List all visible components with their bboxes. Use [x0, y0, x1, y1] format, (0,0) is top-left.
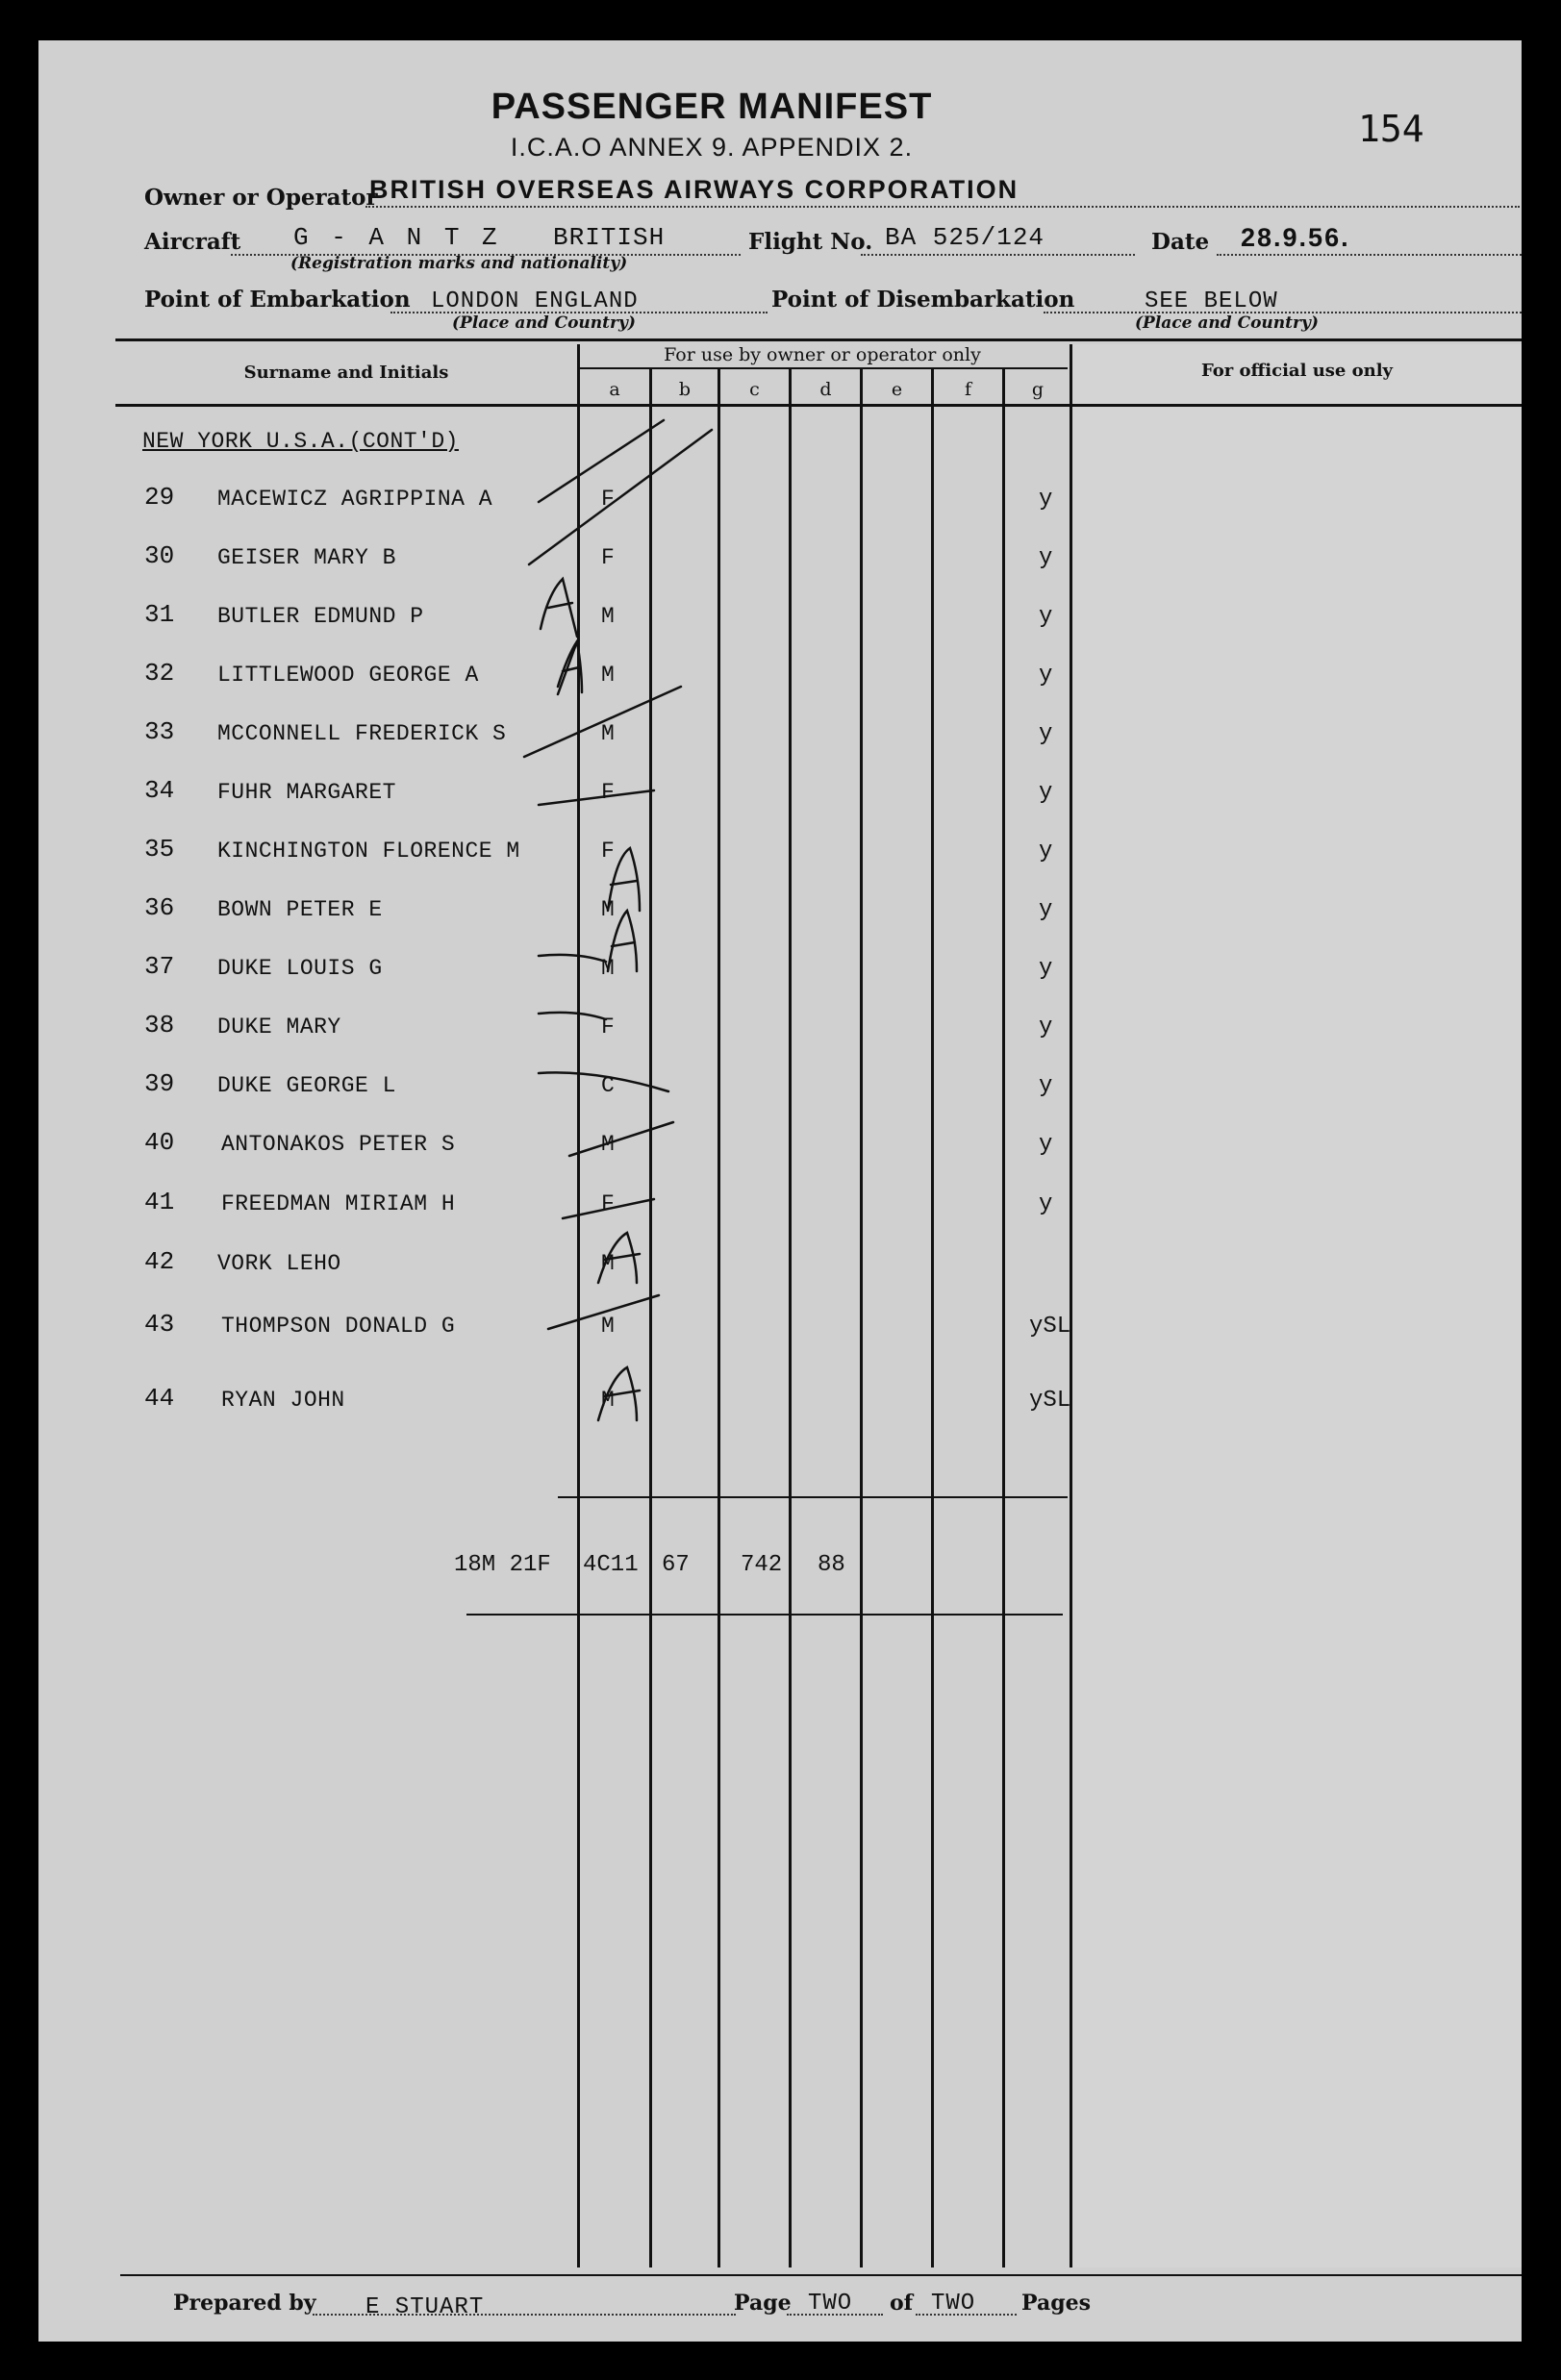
passenger-name: RYAN JOHN	[221, 1388, 345, 1413]
handwritten-a-mark	[598, 1367, 640, 1420]
row-number: 36	[144, 893, 175, 922]
passenger-sex: M	[601, 956, 615, 981]
handwritten-a-mark	[541, 579, 577, 637]
passenger-sex: M	[601, 897, 615, 922]
manifest-title: PASSENGER MANIFEST	[491, 87, 933, 127]
passenger-flag-g: y	[1039, 839, 1053, 864]
passenger-name: BOWN PETER E	[217, 897, 383, 922]
passenger-name: ANTONAKOS PETER S	[221, 1132, 456, 1157]
passenger-name: GEISER MARY B	[217, 545, 396, 570]
passenger-name: DUKE LOUIS G	[217, 956, 383, 981]
passenger-sex: M	[601, 1132, 615, 1157]
passenger-flag-g: y	[1039, 1015, 1053, 1040]
passenger-sex: M	[601, 1314, 615, 1339]
passenger-flag-g: y	[1039, 604, 1053, 630]
owner-use-header: For use by owner or operator only	[664, 344, 981, 365]
disembarkation-caption: (Place and Country)	[1135, 313, 1319, 333]
of-value: TWO	[931, 2291, 976, 2317]
of-label: of	[890, 2291, 914, 2316]
check-stroke	[529, 430, 712, 564]
pages-label: Pages	[1021, 2291, 1091, 2316]
row-number: 35	[144, 835, 175, 864]
aircraft-label: Aircraft	[144, 229, 241, 255]
passenger-name: DUKE GEORGE L	[217, 1073, 396, 1098]
handwritten-a-mark	[608, 911, 637, 971]
totals-a: 4C11	[583, 1552, 639, 1578]
row-number: 37	[144, 952, 175, 981]
passenger-name: FUHR MARGARET	[217, 780, 396, 805]
passenger-flag-g: y	[1039, 545, 1053, 571]
owner-value: BRITISH OVERSEAS AIRWAYS CORPORATION	[369, 175, 1020, 204]
passenger-flag-g: ySL	[1029, 1388, 1071, 1414]
row-number: 41	[144, 1188, 175, 1216]
embarkation-label: Point of Embarkation	[144, 287, 411, 313]
embarkation-caption: (Place and Country)	[452, 313, 636, 333]
row-number: 30	[144, 541, 175, 570]
page-label: Page	[734, 2291, 792, 2316]
passenger-sex: M	[601, 1251, 615, 1276]
passenger-name: DUKE MARY	[217, 1015, 341, 1040]
row-number: 43	[144, 1310, 175, 1339]
page-number: 154	[1358, 108, 1424, 150]
col-header-g: g	[1031, 379, 1045, 400]
totals-label: 18M 21F	[454, 1552, 551, 1578]
passenger-flag-g: y	[1039, 487, 1053, 513]
prepared-by-label: Prepared by	[173, 2291, 316, 2316]
passenger-sex: F	[601, 839, 615, 864]
passenger-sex: M	[601, 721, 615, 746]
col-header-c: c	[749, 379, 760, 400]
passenger-sex: F	[601, 1015, 615, 1040]
check-stroke	[563, 1199, 654, 1218]
prepared-by-value: E STUART	[365, 2294, 485, 2320]
check-stroke	[524, 687, 681, 757]
row-number: 31	[144, 600, 175, 629]
passenger-name: BUTLER EDMUND P	[217, 604, 424, 629]
check-stroke	[539, 955, 606, 962]
passenger-flag-g: y	[1039, 956, 1053, 982]
manifest-subtitle: I.C.A.O ANNEX 9. APPENDIX 2.	[510, 133, 914, 162]
page-value: TWO	[808, 2291, 853, 2317]
aircraft-nationality: BRITISH	[553, 223, 666, 252]
passenger-flag-g: ySL	[1029, 1314, 1071, 1340]
row-number: 42	[144, 1247, 175, 1276]
date-value: 28.9.56.	[1241, 223, 1350, 252]
totals-d: 88	[818, 1552, 845, 1578]
col-header-e: e	[891, 379, 903, 400]
disembarkation-label: Point of Disembarkation	[771, 287, 1075, 313]
footer-rule	[120, 2274, 1522, 2276]
aircraft-caption: (Registration marks and nationality)	[290, 254, 628, 273]
passenger-name: MCCONNELL FREDERICK S	[217, 721, 507, 746]
passenger-name: FREEDMAN MIRIAM H	[221, 1191, 456, 1216]
check-stroke	[548, 1295, 659, 1329]
row-number: 32	[144, 659, 175, 688]
flight-label: Flight No.	[748, 229, 873, 255]
aircraft-registration: G - A N T Z	[293, 223, 501, 252]
passenger-name: LITTLEWOOD GEORGE A	[217, 663, 479, 688]
passenger-sex: F	[601, 1191, 615, 1216]
passenger-sex: M	[601, 1388, 615, 1413]
passenger-flag-g: y	[1039, 897, 1053, 923]
check-stroke	[539, 1072, 668, 1091]
passenger-sex: F	[601, 780, 615, 805]
row-number: 39	[144, 1069, 175, 1098]
passenger-name: THOMPSON DONALD G	[221, 1314, 456, 1339]
passenger-sex: M	[601, 663, 615, 688]
section-heading: NEW YORK U.S.A.(CONT'D)	[142, 429, 459, 454]
passenger-sex: F	[601, 487, 615, 512]
passenger-name: MACEWICZ AGRIPPINA A	[217, 487, 493, 512]
passenger-flag-g: y	[1039, 1073, 1053, 1099]
date-label: Date	[1151, 229, 1210, 255]
totals-c: 742	[741, 1552, 783, 1578]
passenger-sex: F	[601, 545, 615, 570]
handwritten-a-mark	[608, 848, 640, 911]
col-header-d: d	[819, 379, 832, 400]
col-header-a: a	[609, 379, 620, 400]
flight-number: BA 525/124	[885, 223, 1045, 252]
manifest-sheet	[38, 40, 1522, 2342]
disembarkation-value: SEE BELOW	[1145, 288, 1278, 314]
row-number: 29	[144, 483, 175, 512]
passenger-flag-g: y	[1039, 721, 1053, 747]
totals-b: 67	[662, 1552, 690, 1578]
passenger-flag-g: y	[1039, 780, 1053, 806]
check-stroke	[569, 1122, 673, 1156]
handwritten-marks	[38, 40, 1522, 2342]
embarkation-value: LONDON ENGLAND	[431, 288, 639, 314]
row-number: 34	[144, 776, 175, 805]
row-number: 33	[144, 717, 175, 746]
col-header-b: b	[678, 379, 692, 400]
col-header-f: f	[964, 379, 972, 400]
passenger-flag-g: y	[1039, 663, 1053, 689]
passenger-name: VORK LEHO	[217, 1251, 341, 1276]
check-stroke	[539, 1013, 606, 1019]
check-stroke	[539, 790, 654, 805]
row-number: 38	[144, 1011, 175, 1040]
passenger-flag-g: y	[1039, 1191, 1053, 1217]
handwritten-a-mark	[598, 1233, 640, 1283]
passenger-name: KINCHINGTON FLORENCE M	[217, 839, 520, 864]
passenger-flag-g: y	[1039, 1132, 1053, 1158]
passenger-sex: C	[601, 1073, 615, 1098]
official-use-header: For official use only	[1200, 361, 1394, 381]
row-number: 44	[144, 1384, 175, 1413]
surname-header: Surname and Initials	[243, 363, 449, 383]
row-number: 40	[144, 1128, 175, 1157]
passenger-sex: M	[601, 604, 615, 629]
owner-label: Owner or Operator	[144, 185, 378, 211]
check-stroke	[539, 420, 664, 502]
